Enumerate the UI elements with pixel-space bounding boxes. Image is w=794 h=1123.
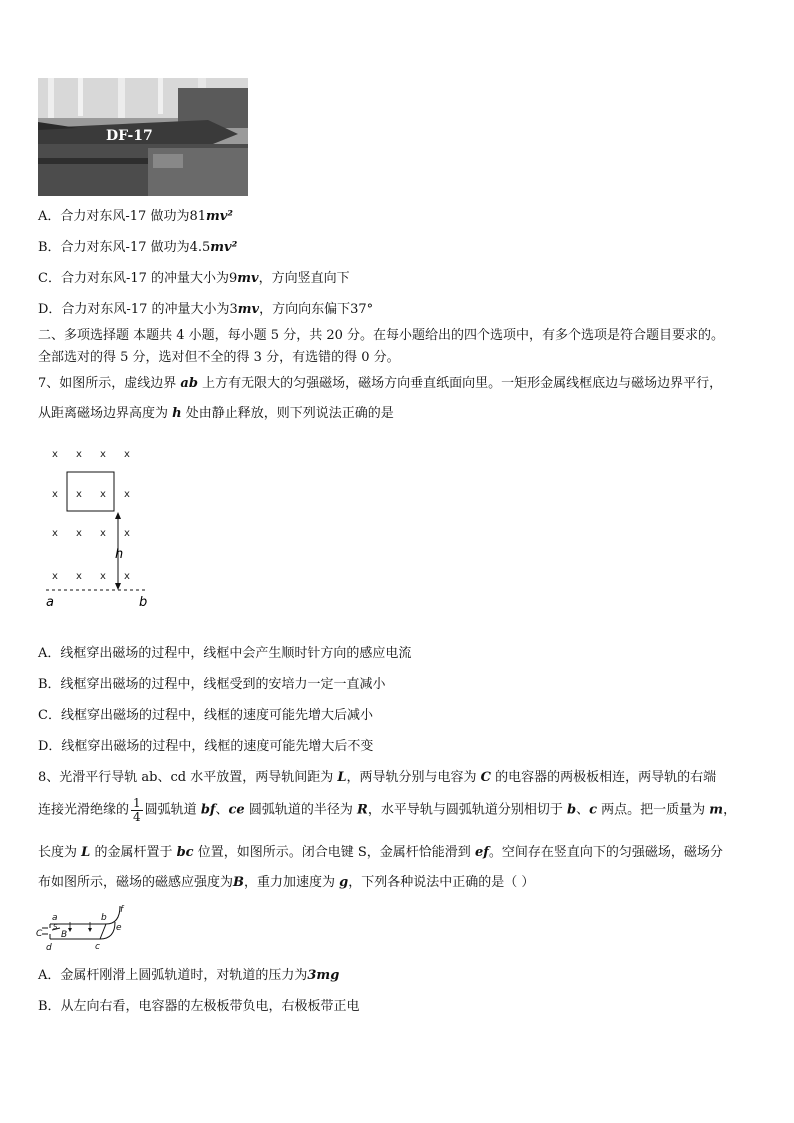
q8-stem-line4: 布如图所示，磁场的磁感应强度为B，重力加速度为 g，下列各种说法中正确的是（ ） <box>38 875 535 890</box>
label-a: a <box>52 913 58 923</box>
field-mark: x <box>52 489 58 500</box>
arc-bf <box>106 906 120 924</box>
missile-illustration <box>38 78 248 196</box>
height-label: h <box>115 547 124 562</box>
q8-stem-line1: 8、光滑平行导轨 ab、cd 水平放置，两导轨间距为 L，两导轨分别与电容为 C 的电容器的两极板相连，两导轨的右端 <box>38 770 717 785</box>
q7-option-a: A．线框穿出磁场的过程中，线框中会产生顺时针方向的感应电流 <box>38 646 412 661</box>
field-mark: x <box>100 449 106 460</box>
field-mark: x <box>52 571 58 582</box>
field-mark: x <box>52 528 58 539</box>
q6-option-a: A．合力对东风-17 做功为81mv² <box>38 209 234 224</box>
label-b: b <box>139 595 148 610</box>
df17-photo <box>38 78 248 196</box>
arrow-down-head <box>115 583 121 590</box>
wire-frame <box>67 472 114 511</box>
q8-option-a: A．金属杆刚滑上圆弧轨道时，对轨道的压力为3mg <box>38 968 340 983</box>
q7-stem-line2: 从距离磁场边界高度为 h 处由静止释放，则下列说法正确的是 <box>38 406 394 421</box>
rod-bc <box>100 924 106 939</box>
field-mark: x <box>100 571 106 582</box>
label-capacitor: C <box>36 929 43 939</box>
field-mark: x <box>124 571 130 582</box>
field-mark: x <box>124 449 130 460</box>
label-d: d <box>46 943 52 953</box>
q7-stem-line1: 7、如图所示，虚线边界 ab 上方有无限大的匀强磁场，磁场方向垂直纸面向里。一矩形金属线框底边与磁场边界平行， <box>38 376 723 391</box>
q7-figure <box>38 440 168 612</box>
q7-option-d: D．线框穿出磁场的过程中，线框的速度可能先增大后不变 <box>38 739 374 754</box>
label-switch: S <box>53 923 58 931</box>
field-mark: x <box>124 528 130 539</box>
q6-option-b: B．合力对东风-17 做功为4.5mv² <box>38 240 238 255</box>
fraction-quarter: $\frac{1}{4}$ <box>133 796 141 824</box>
q8-option-b: B．从左向右看，电容器的左极板带负电，右极板带正电 <box>38 999 360 1014</box>
label-f: f <box>120 905 124 915</box>
field-mark: x <box>76 571 82 582</box>
field-mark: x <box>52 449 58 460</box>
missile-label: DF-17 <box>106 128 153 144</box>
q6-option-d: D．合力对东风-17 的冲量大小为3mv，方向向东偏下37° <box>38 302 374 317</box>
field-mark: x <box>100 528 106 539</box>
q8-stem-line2: 连接光滑绝缘的 $\frac{1}{4}$ 圆弧轨道 bf、ce 圆弧轨道的半径为 R，水平导轨与圆弧轨道分别相切于 b、c 两点。把一质量为 m， <box>38 796 737 824</box>
arc-ce <box>100 922 115 939</box>
label-c: c <box>95 942 100 952</box>
section2-line2: 全部选对的得 5 分，选对但不全的得 3 分，有选错的得 0 分。 <box>38 350 400 365</box>
field-mark: x <box>100 489 106 500</box>
q7-option-b: B．线框穿出磁场的过程中，线框受到的安培力一定一直减小 <box>38 677 386 692</box>
section2-line1: 二、多项选择题 本题共 4 小题，每小题 5 分，共 20 分。在每小题给出的四个选项中，有多个选项是符合题目要求的。 <box>38 328 725 343</box>
label-field: B <box>61 930 68 940</box>
field-mark: x <box>124 489 130 500</box>
label-b: b <box>101 913 107 923</box>
field-mark: x <box>76 528 82 539</box>
field-mark: x <box>76 489 82 500</box>
q8-stem-line3: 长度为 L 的金属杆置于 bc 位置，如图所示。闭合电键 S，金属杆恰能滑到 ef。空间存在竖直向下的匀强磁场，磁场分 <box>38 845 723 860</box>
q6-option-c: C．合力对东风-17 的冲量大小为9mv，方向竖直向下 <box>38 271 350 286</box>
field-mark: x <box>76 449 82 460</box>
q8-figure <box>36 902 136 958</box>
q7-option-c: C．线框穿出磁场的过程中，线框的速度可能先增大后减小 <box>38 708 373 723</box>
label-a: a <box>46 595 54 610</box>
arrow-up-head <box>115 512 121 519</box>
label-e: e <box>116 923 122 933</box>
